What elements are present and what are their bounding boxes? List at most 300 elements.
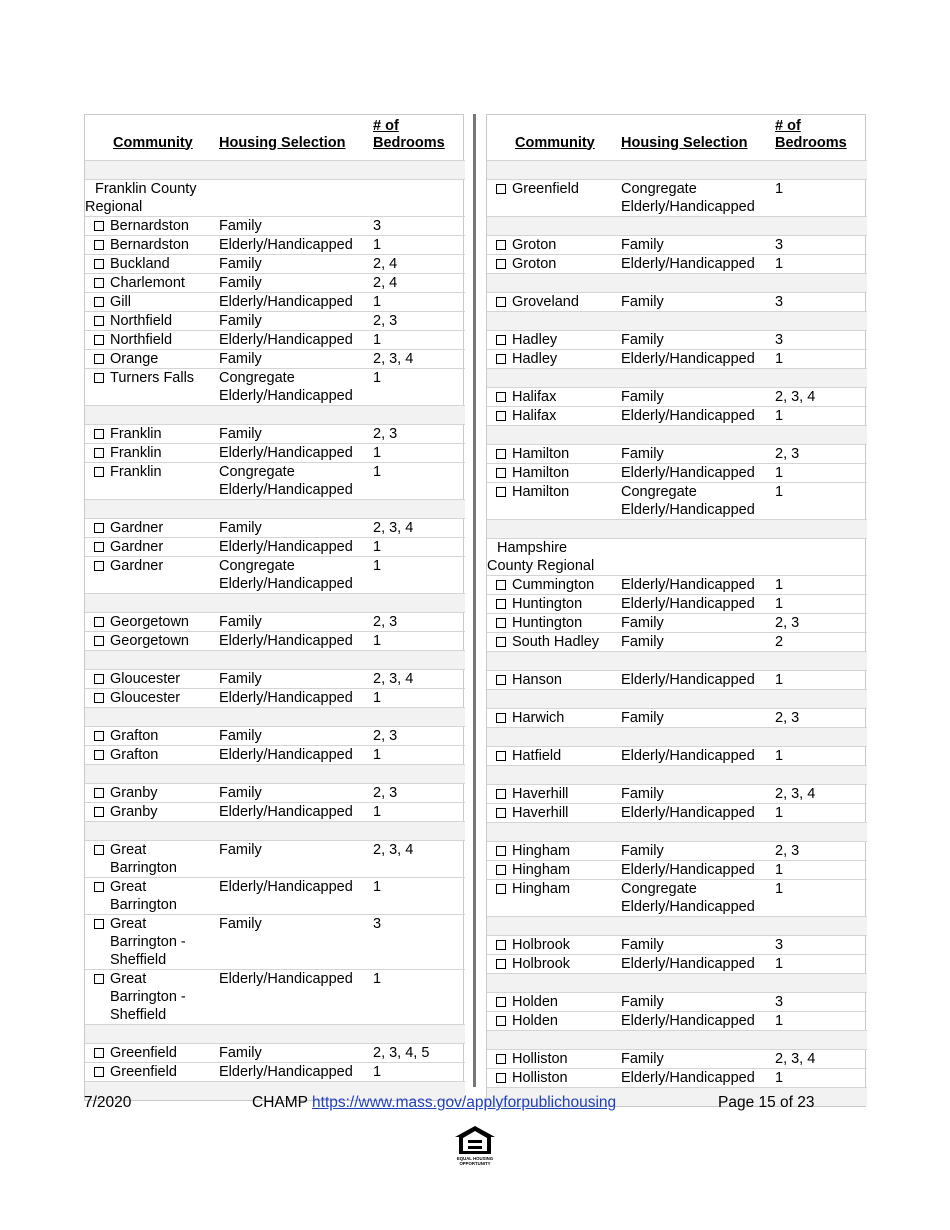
checkbox[interactable] [94, 354, 104, 364]
community-cell [85, 1043, 215, 1062]
community-cell [487, 879, 617, 916]
community-cell [487, 992, 617, 1011]
checkbox[interactable] [496, 884, 506, 894]
bedrooms-cell: 2, 3 [369, 726, 465, 745]
checkbox[interactable] [496, 580, 506, 590]
community-wrapper [491, 236, 615, 254]
community-wrapper [89, 274, 213, 292]
table-row [487, 387, 867, 406]
checkbox[interactable] [94, 335, 104, 345]
spacer-cell [487, 973, 867, 992]
spacer-row [487, 216, 867, 235]
spacer-cell [85, 593, 465, 612]
community-name: Georgetown [110, 632, 189, 649]
community-cell [85, 1062, 215, 1081]
community-name: Hingham [512, 842, 571, 859]
checkbox[interactable] [496, 468, 506, 478]
empty-cell [771, 538, 867, 575]
table-row [487, 860, 867, 879]
table-row [487, 708, 867, 727]
spacer-row [487, 689, 867, 708]
housing-selection-cell: Elderly/Handicapped [215, 877, 369, 914]
checkbox[interactable] [94, 636, 104, 646]
spacer-row [487, 651, 867, 670]
community-cell [487, 1068, 617, 1087]
spacer-cell [487, 519, 867, 538]
housing-selection-cell: Congregate Elderly/Handicapped [215, 368, 369, 405]
community-name: Harwich [512, 709, 565, 726]
table-row [487, 784, 867, 803]
community-name: Granby [110, 784, 158, 801]
housing-selection-cell: Family [215, 349, 369, 368]
table-row [85, 726, 465, 745]
community-name: Great Barrington [110, 841, 177, 876]
community-name: Haverhill [512, 804, 569, 821]
table-row [85, 783, 465, 802]
bedrooms-cell: 1 [771, 575, 867, 594]
housing-selection-cell: Family [617, 992, 771, 1011]
community-wrapper [491, 861, 615, 879]
community-wrapper [89, 1063, 213, 1081]
table-row [85, 688, 465, 707]
table-row [487, 179, 867, 216]
community-cell [85, 969, 215, 1024]
table-row [85, 969, 465, 1024]
table-row [85, 349, 465, 368]
table-row [487, 235, 867, 254]
bedrooms-cell: 2, 3 [369, 783, 465, 802]
community-name: Holbrook [512, 936, 571, 953]
bedrooms-cell: 1 [369, 802, 465, 821]
bedrooms-cell: 1 [771, 594, 867, 613]
community-wrapper [491, 993, 615, 1011]
table-row [487, 879, 867, 916]
table-row [85, 612, 465, 631]
housing-selection-cell: Elderly/Handicapped [215, 631, 369, 650]
community-cell [85, 914, 215, 969]
community-header: Community [515, 134, 595, 151]
table-row [85, 1043, 465, 1062]
table-row [487, 1049, 867, 1068]
table-row [487, 594, 867, 613]
table-row [487, 444, 867, 463]
table-row [487, 406, 867, 425]
checkbox[interactable] [94, 674, 104, 684]
table-row [85, 443, 465, 462]
empty-cell [369, 179, 465, 216]
community-name: Great Barrington - Sheffield [110, 970, 186, 1023]
checkbox[interactable] [94, 448, 104, 458]
housing-selection-cell: Elderly/Handicapped [215, 443, 369, 462]
bedrooms-cell: 2, 3 [369, 612, 465, 631]
footer-center [252, 1094, 616, 1112]
community-wrapper [89, 670, 213, 688]
footer-date: 7/2020 [84, 1094, 132, 1111]
bedrooms-cell: 1 [369, 631, 465, 650]
community-cell [487, 292, 617, 311]
housing-selection-cell: Elderly/Handicapped [617, 463, 771, 482]
checkbox[interactable] [496, 713, 506, 723]
bedrooms-cell: 3 [369, 216, 465, 235]
checkbox[interactable] [94, 429, 104, 439]
bedrooms-cell: 2, 3, 4 [771, 784, 867, 803]
housing-selection-cell: Family [617, 235, 771, 254]
bedrooms-header: # of Bedrooms [775, 117, 847, 151]
community-wrapper [89, 613, 213, 631]
table-row [487, 463, 867, 482]
checkbox[interactable] [496, 1073, 506, 1083]
community-wrapper [491, 955, 615, 973]
bedrooms-cell: 1 [369, 443, 465, 462]
housing-selection-cell: Family [617, 613, 771, 632]
community-wrapper [491, 614, 615, 632]
community-name: Groveland [512, 293, 579, 310]
community-name: Greenfield [110, 1044, 177, 1061]
spacer-row [487, 765, 867, 784]
community-cell [85, 235, 215, 254]
community-cell [487, 708, 617, 727]
table-row [487, 254, 867, 273]
bedrooms-cell: 1 [369, 537, 465, 556]
checkbox[interactable] [496, 184, 506, 194]
housing-selection-cell: Congregate Elderly/Handicapped [617, 179, 771, 216]
community-name: Hamilton [512, 483, 570, 500]
community-wrapper [89, 444, 213, 462]
bedrooms-cell: 1 [771, 746, 867, 765]
housing-selection-cell: Family [215, 254, 369, 273]
bedrooms-cell: 2, 3 [771, 444, 867, 463]
community-cell [85, 783, 215, 802]
checkbox[interactable] [496, 335, 506, 345]
checkbox[interactable] [496, 599, 506, 609]
community-wrapper [89, 369, 213, 387]
checkbox[interactable] [496, 297, 506, 307]
community-name: Groton [512, 236, 557, 253]
bedrooms-cell: 1 [369, 1062, 465, 1081]
checkbox[interactable] [496, 487, 506, 497]
checkbox[interactable] [94, 974, 104, 984]
checkbox[interactable] [496, 637, 506, 647]
table-row [85, 518, 465, 537]
community-name: Franklin [110, 444, 162, 461]
checkbox[interactable] [94, 788, 104, 798]
logo-text-line-2: OPPORTUNITY [459, 1161, 491, 1166]
community-wrapper [491, 180, 615, 198]
community-wrapper [89, 1044, 213, 1062]
community-cell [487, 803, 617, 822]
spacer-cell [487, 822, 867, 841]
checkbox[interactable] [94, 617, 104, 627]
checkbox[interactable] [94, 523, 104, 533]
checkbox[interactable] [496, 997, 506, 1007]
checkbox[interactable] [496, 865, 506, 875]
spacer-row [487, 273, 867, 292]
checkbox[interactable] [94, 542, 104, 552]
checkbox[interactable] [94, 731, 104, 741]
checkbox[interactable] [496, 1054, 506, 1064]
spacer-cell [487, 368, 867, 387]
bedrooms-cell: 1 [771, 254, 867, 273]
community-wrapper [491, 1050, 615, 1068]
community-name: Gardner [110, 557, 164, 574]
community-wrapper [89, 217, 213, 235]
community-name: Hanson [512, 671, 562, 688]
community-cell [85, 745, 215, 764]
checkbox[interactable] [94, 316, 104, 326]
spacer-cell [487, 273, 867, 292]
housing-selection-cell: Family [617, 708, 771, 727]
table-row [85, 292, 465, 311]
spacer-row [85, 707, 465, 726]
housing-selection-cell: Elderly/Handicapped [215, 1062, 369, 1081]
community-name: Franklin [110, 425, 162, 442]
community-wrapper [89, 803, 213, 821]
bedrooms-cell: 3 [771, 992, 867, 1011]
table-row [85, 235, 465, 254]
empty-cell [617, 538, 771, 575]
table-row [85, 631, 465, 650]
checkbox[interactable] [496, 411, 506, 421]
community-name: Bernardston [110, 217, 189, 234]
housing-selection-cell: Elderly/Handicapped [617, 1011, 771, 1030]
community-name: Georgetown [110, 613, 189, 630]
checkbox[interactable] [94, 882, 104, 892]
community-wrapper [491, 709, 615, 727]
logo-text-line-1: EQUAL HOUSING [456, 1156, 494, 1161]
bedrooms-cell: 1 [369, 368, 465, 405]
bedrooms-cell: 2, 3, 4 [771, 1049, 867, 1068]
community-name: Huntington [512, 614, 583, 631]
checkbox[interactable] [94, 919, 104, 929]
community-name: Cummington [512, 576, 595, 593]
community-wrapper [491, 407, 615, 425]
community-name: Hamilton [512, 445, 570, 462]
table-row [85, 914, 465, 969]
community-wrapper [491, 880, 615, 898]
housing-selection-cell: Congregate Elderly/Handicapped [215, 462, 369, 499]
table-row [85, 1062, 465, 1081]
checkbox[interactable] [496, 959, 506, 969]
spacer-row [487, 425, 867, 444]
community-cell [487, 235, 617, 254]
table-row [85, 216, 465, 235]
community-name: Groton [512, 255, 557, 272]
community-name: Hingham [512, 861, 571, 878]
apply-link[interactable]: https://www.mass.gov/applyforpublichousing [312, 1094, 617, 1111]
housing-selection-cell: Elderly/Handicapped [617, 954, 771, 973]
community-name: Gill [110, 293, 131, 310]
checkbox[interactable] [94, 750, 104, 760]
spacer-row [487, 519, 867, 538]
community-cell [487, 746, 617, 765]
bedrooms-cell: 2, 3, 4 [771, 387, 867, 406]
housing-selection-cell: Family [215, 726, 369, 745]
community-wrapper [491, 331, 615, 349]
bedrooms-cell: 1 [369, 235, 465, 254]
community-wrapper [491, 1069, 615, 1087]
equal-housing-opportunity-icon [451, 1124, 499, 1166]
community-cell [487, 179, 617, 216]
community-name: Halifax [512, 407, 557, 424]
table-row [487, 292, 867, 311]
community-cell [85, 311, 215, 330]
housing-selection-cell: Family [617, 292, 771, 311]
housing-selection-cell: Family [617, 784, 771, 803]
table-row [487, 1068, 867, 1087]
community-cell [487, 860, 617, 879]
community-cell [487, 841, 617, 860]
housing-selection-cell: Elderly/Handicapped [617, 594, 771, 613]
bedrooms-cell: 2, 3 [771, 708, 867, 727]
community-cell [487, 670, 617, 689]
bedrooms-cell: 1 [369, 745, 465, 764]
checkbox[interactable] [496, 846, 506, 856]
checkbox[interactable] [94, 221, 104, 231]
checkbox[interactable] [94, 1067, 104, 1077]
community-name: Granby [110, 803, 158, 820]
checkbox[interactable] [94, 561, 104, 571]
checkbox[interactable] [496, 449, 506, 459]
housing-selection-cell: Family [617, 444, 771, 463]
housing-selection-cell: Family [617, 1049, 771, 1068]
community-wrapper [491, 388, 615, 406]
community-cell [85, 330, 215, 349]
community-cell [487, 954, 617, 973]
checkbox[interactable] [94, 1048, 104, 1058]
community-cell [487, 387, 617, 406]
community-name: Hadley [512, 331, 558, 348]
spacer-row [487, 973, 867, 992]
community-name: Halifax [512, 388, 557, 405]
housing-selection-cell: Elderly/Handicapped [215, 745, 369, 764]
left-table-body [85, 160, 465, 1100]
checkbox[interactable] [94, 845, 104, 855]
spacer-cell [487, 311, 867, 330]
table-row [85, 424, 465, 443]
checkbox[interactable] [496, 392, 506, 402]
community-name: Great Barrington - Sheffield [110, 915, 186, 968]
table-row [487, 349, 867, 368]
community-cell [85, 877, 215, 914]
housing-selection-cell: Elderly/Handicapped [617, 803, 771, 822]
community-name: Grafton [110, 746, 159, 763]
spacer-cell [85, 1024, 465, 1043]
community-name: Gloucester [110, 670, 181, 687]
community-wrapper [491, 576, 615, 594]
checkbox[interactable] [496, 259, 506, 269]
table-row [85, 273, 465, 292]
checkbox[interactable] [94, 259, 104, 269]
spacer-row [487, 368, 867, 387]
community-wrapper [89, 632, 213, 650]
checkbox[interactable] [496, 751, 506, 761]
community-name: Gloucester [110, 689, 181, 706]
table-row [85, 330, 465, 349]
housing-selection-cell: Family [215, 840, 369, 877]
community-cell [85, 631, 215, 650]
table-row [487, 482, 867, 519]
checkbox[interactable] [94, 278, 104, 288]
housing-selection-cell: Family [215, 783, 369, 802]
community-name: Charlemont [110, 274, 185, 291]
housing-selection-cell: Elderly/Handicapped [215, 969, 369, 1024]
checkbox[interactable] [496, 789, 506, 799]
community-name: Turners Falls [110, 369, 195, 386]
housing-selection-cell: Elderly/Handicapped [215, 330, 369, 349]
community-name: Bernardston [110, 236, 189, 253]
checkbox[interactable] [94, 240, 104, 250]
community-cell [85, 669, 215, 688]
table-row [487, 803, 867, 822]
bedrooms-cell: 2, 3, 4, 5 [369, 1043, 465, 1062]
checkbox[interactable] [496, 240, 506, 250]
community-name: Great Barrington [110, 878, 177, 913]
community-wrapper [89, 463, 213, 481]
community-wrapper [89, 255, 213, 273]
community-wrapper [491, 671, 615, 689]
community-name: Haverhill [512, 785, 569, 802]
housing-selection-cell: Elderly/Handicapped [617, 406, 771, 425]
footer-page-number: Page 15 of 23 [718, 1094, 815, 1111]
spacer-cell [85, 650, 465, 669]
bedrooms-cell: 1 [771, 1011, 867, 1030]
spacer-cell [85, 160, 465, 179]
community-wrapper [89, 312, 213, 330]
checkbox[interactable] [94, 693, 104, 703]
community-wrapper [89, 841, 213, 877]
housing-selection-cell: Congregate Elderly/Handicapped [617, 482, 771, 519]
community-wrapper [491, 350, 615, 368]
checkbox[interactable] [496, 1016, 506, 1026]
spacer-cell [85, 405, 465, 424]
spacer-cell [85, 764, 465, 783]
spacer-row [487, 160, 867, 179]
community-cell [85, 424, 215, 443]
checkbox[interactable] [496, 354, 506, 364]
region-name: Hampshire County Regional [487, 538, 617, 575]
table-row [85, 462, 465, 499]
checkbox[interactable] [94, 297, 104, 307]
community-wrapper [89, 331, 213, 349]
spacer-row [85, 764, 465, 783]
checkbox[interactable] [94, 467, 104, 477]
checkbox[interactable] [496, 940, 506, 950]
table-row [85, 840, 465, 877]
right-table-body [487, 160, 867, 1106]
community-wrapper [491, 804, 615, 822]
housing-selection-cell: Family [215, 914, 369, 969]
bedrooms-cell: 1 [771, 1068, 867, 1087]
bedrooms-cell: 2, 3 [771, 841, 867, 860]
spacer-row [85, 1024, 465, 1043]
community-cell [85, 802, 215, 821]
housing-selection-header: Housing Selection [621, 134, 748, 151]
community-name: Hingham [512, 880, 571, 897]
community-wrapper [89, 915, 213, 969]
spacer-row [85, 650, 465, 669]
checkbox[interactable] [94, 373, 104, 383]
housing-selection-cell: Family [617, 841, 771, 860]
checkbox[interactable] [496, 808, 506, 818]
community-wrapper [89, 293, 213, 311]
checkbox[interactable] [94, 807, 104, 817]
bedrooms-cell: 1 [771, 482, 867, 519]
community-name: Northfield [110, 312, 173, 329]
checkbox[interactable] [496, 618, 506, 628]
community-cell [85, 688, 215, 707]
checkbox[interactable] [496, 675, 506, 685]
community-name: Northfield [110, 331, 173, 348]
